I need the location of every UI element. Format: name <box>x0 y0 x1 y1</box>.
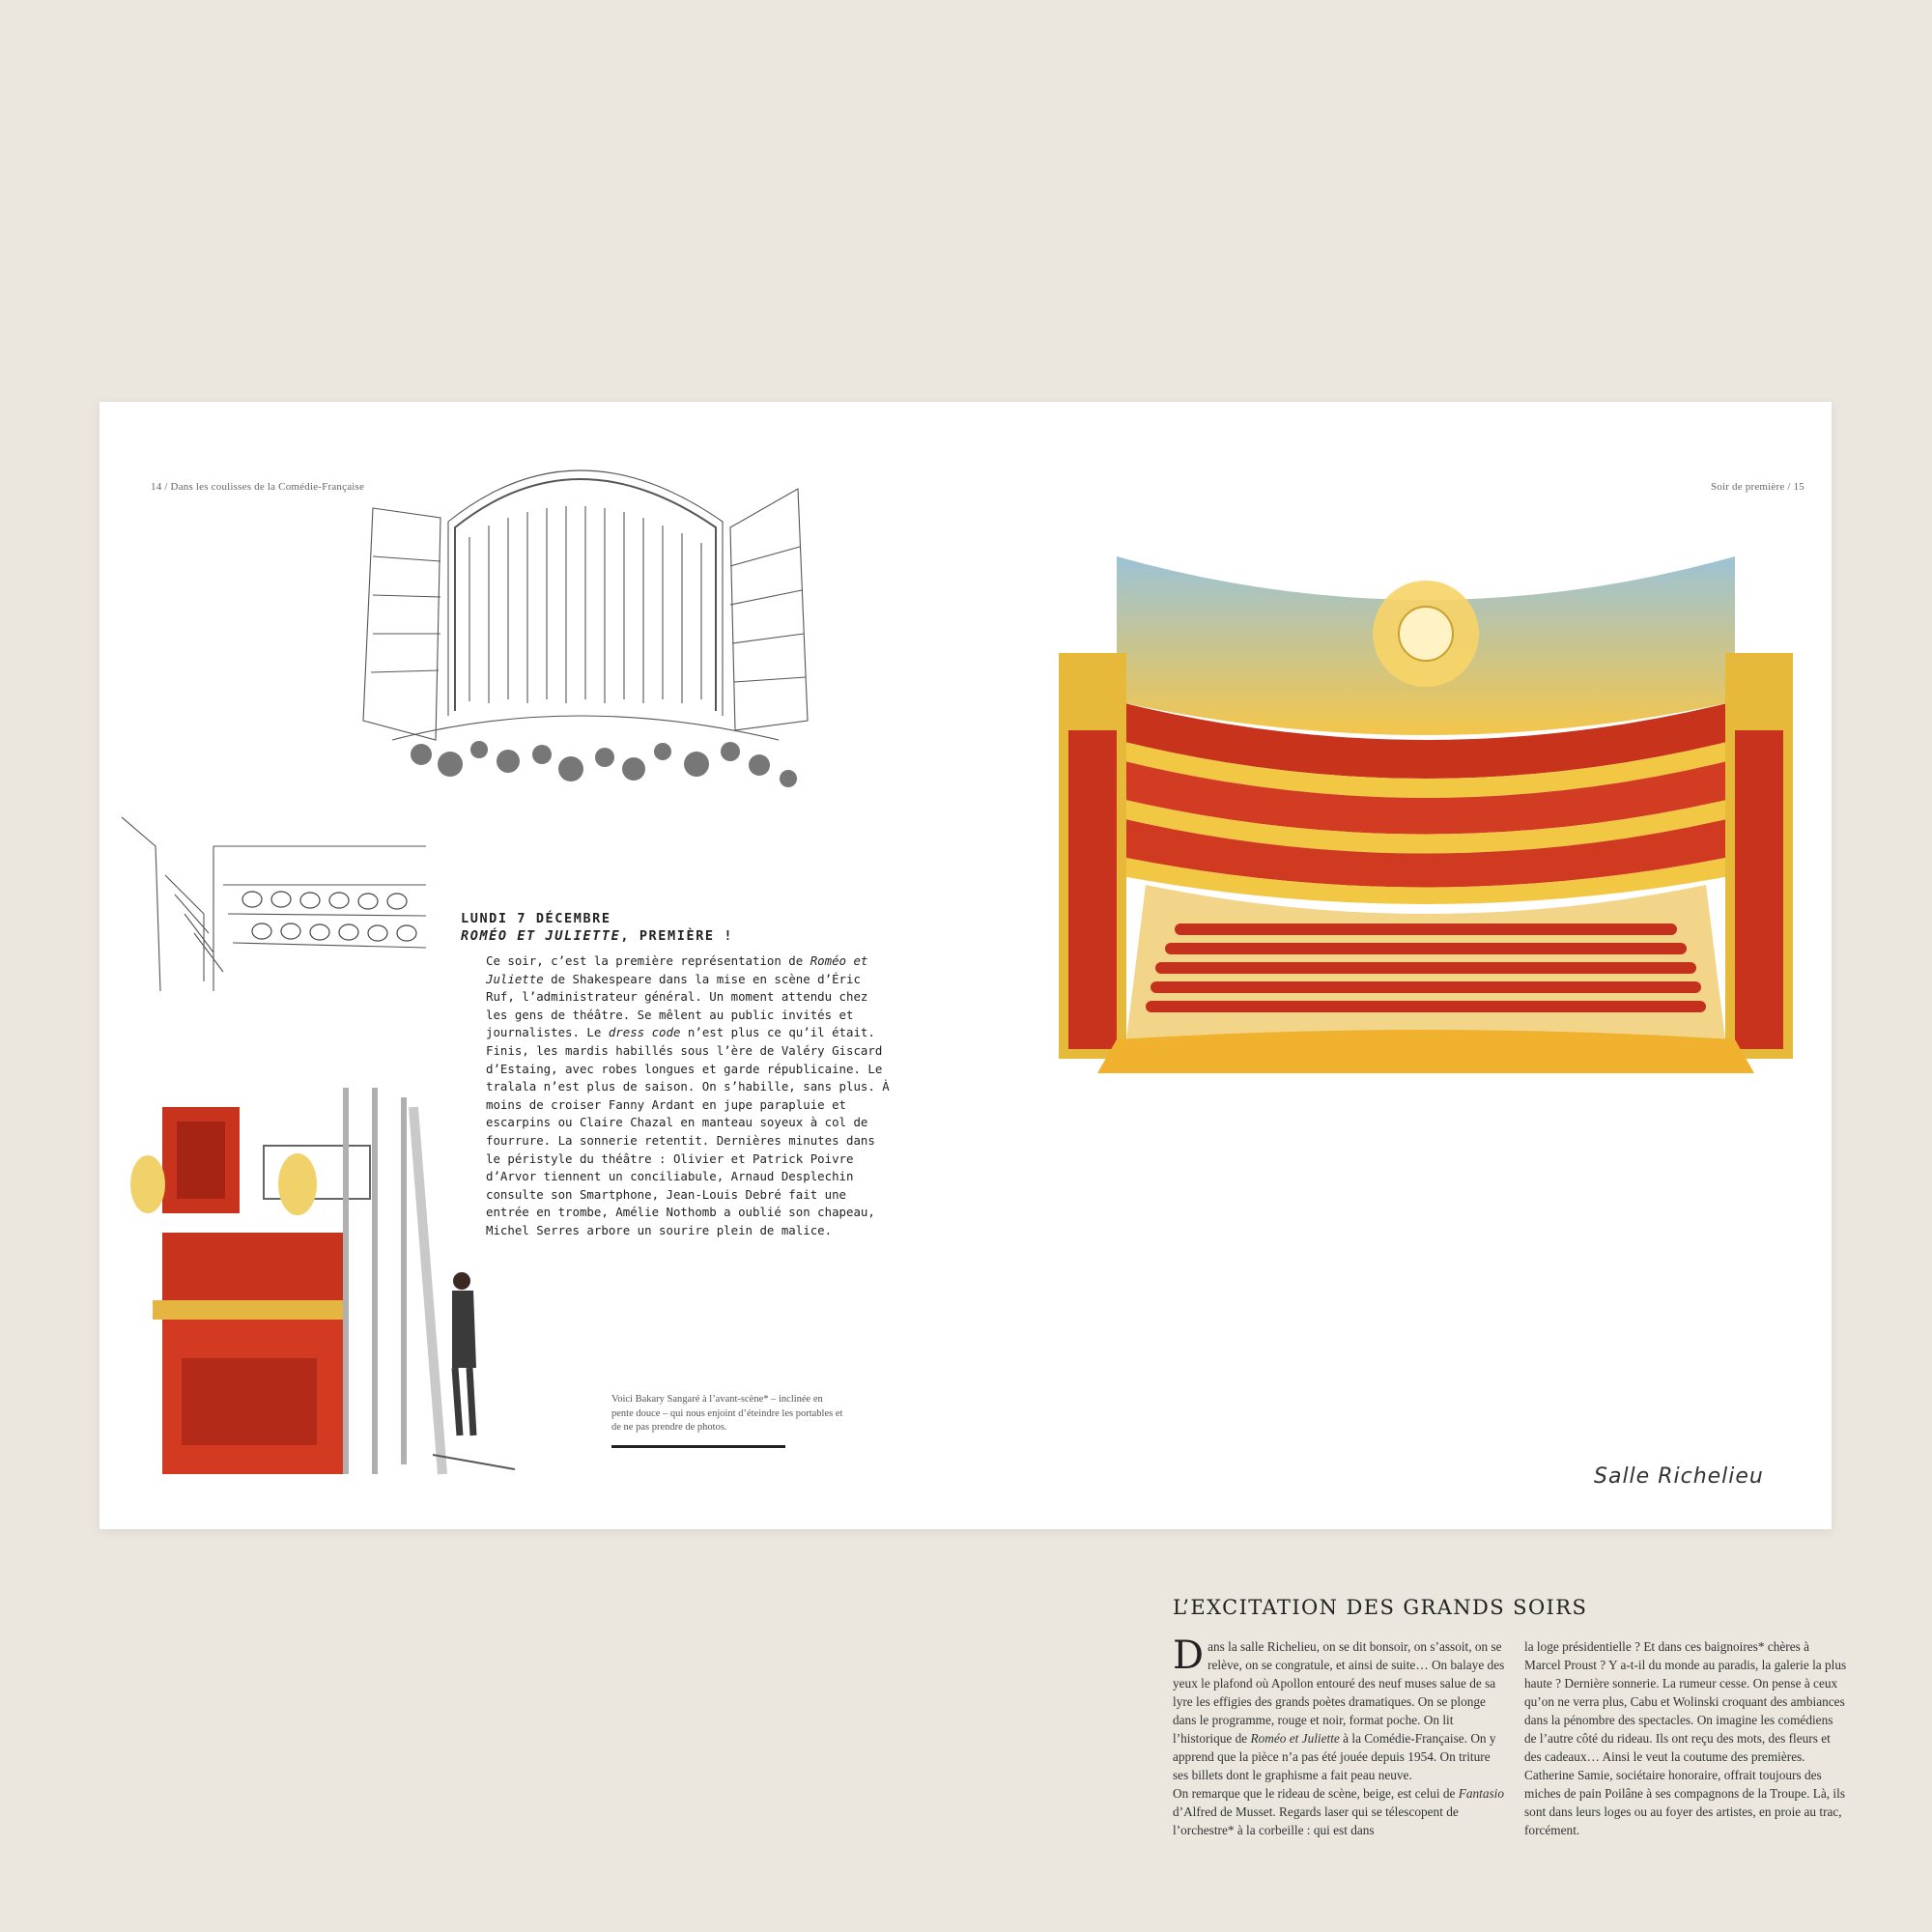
salle-richelieu-watercolor <box>1059 537 1793 1078</box>
article-text-f: d’Alfred de Musset. Regards laser qui se télescopent de l’orchestre* à la corbeille : qui est dans <box>1173 1804 1459 1837</box>
diary-text-c: de Shakespeare dans la mise en scène d’Éric Ruf, l’administrateur général. Un moment attendu chez les gens de théâtre. Se mêlent au public invités et journalistes. Le <box>486 971 868 1040</box>
heading-title <box>461 927 809 945</box>
right-folio: Soir de première / 15 <box>1710 481 1804 493</box>
article-italic-b: Roméo et Juliette <box>1250 1731 1340 1746</box>
diary-text-italic-b: Roméo et Juliette <box>486 953 868 986</box>
staircase-pencil-sketch <box>117 808 436 996</box>
diary-entry <box>486 952 892 1240</box>
section-title: L’EXCITATION DES GRANDS SOIRS <box>1173 1596 1588 1619</box>
diary-heading <box>461 910 809 945</box>
article-italic-e: Fantasio <box>1458 1786 1505 1801</box>
article-column-2 <box>1524 1637 1848 1839</box>
article-paragraph: la loge présidentielle ? Et dans ces baignoires* chères à Marcel Proust ? Y a-t-il du monde au paradis, la galerie la plus haute ? Dernière sonnerie. La rumeur cesse. On pense à ceux qu’on ne verra plus, Cabu et Wolinski croquant des ambiances dans la pénombre des spectacles. On imagine les comédiens de l’autre côté du rideau. Ils ont reçu des mots, des fleurs et des cadeaux… Ainsi le veut la coutume des premières. Catherine Samie, sociétaire honoraire, offrait toujours des miches de pain Poilâne à ses compagnons de la Troupe. Là, ils sont dans leurs loges ou au foyer des artistes, en proie au trac, forcément. <box>1524 1639 1847 1837</box>
diary-text-a: Ce soir, c’est la première représentation de <box>486 953 810 968</box>
article-paragraph <box>1173 1784 1506 1839</box>
curtain-pencil-sketch <box>334 450 827 788</box>
diary-text-italic-d: dress code <box>608 1025 681 1040</box>
heading-date: LUNDI 7 DÉCEMBRE <box>461 911 611 926</box>
left-folio: 14 / Dans les coulisses de la Comédie-Française <box>151 481 365 493</box>
caption-rule <box>611 1445 785 1448</box>
diary-paragraph <box>486 952 892 1240</box>
heading-title-italic: ROMÉO ET JULIETTE <box>461 928 621 944</box>
painting-signature: Salle Richelieu <box>1594 1464 1764 1489</box>
article-paragraph <box>1173 1634 1506 1784</box>
image-caption: Voici Bakary Sangaré à l’avant-scène* – inclinée en pente douce – qui nous enjoint d’éteindre les portables et de ne pas prendre de photos. <box>611 1394 843 1433</box>
book-spread <box>99 402 1847 1837</box>
article-text-c: à la Comédie-Française. On y apprend que la pièce n’a pas été jouée depuis 1954. On triture ses billets dont le graphisme a fait peau neuve. <box>1173 1731 1496 1782</box>
article-column-1 <box>1173 1634 1506 1839</box>
article-text-d: On remarque que le rideau de scène, beige, est celui de <box>1173 1786 1459 1801</box>
diary-text-e: n’est plus ce qu’il était. Finis, les mardis habillés sous l’ère de Valéry Giscard d’Estaing, avec robes longues et garde républicaine. Le tralala n’est plus de saison. On s’habille, sans plus. À moins de croiser Fanny Ardant en jupe parapluie et escarpins ou Claire Chazal en manteau soyeux à col de fourrure. La sonnerie retentit. Dernières minutes dans le péristyle du théâtre : Olivier et Patrick Poivre d’Arvor tiennent un conciliabule, Arnaud Desplechin consulte son Smartphone, Jean-Louis Debré fait une entrée en trombe, Amélie Nothomb a oublié son chapeau, Michel Serres arbore un sourire plein de malice. <box>486 1025 890 1237</box>
drop-cap: D <box>1173 1634 1205 1678</box>
article-text-a: ans la salle Richelieu, on se dit bonsoir, on s’assoit, on se relève, on se congratule, et ainsi de suite… On balaye des yeux le plafond où Apollon entouré des neuf muses salue de sa lyre les effigies des grands poètes dramatiques. On se plonge dans le programme, rouge et noir, format poche. On lit l’historique de <box>1173 1639 1505 1746</box>
stage-box-watercolor <box>124 1088 515 1493</box>
heading-title-rest: , PREMIÈRE ! <box>620 928 734 944</box>
